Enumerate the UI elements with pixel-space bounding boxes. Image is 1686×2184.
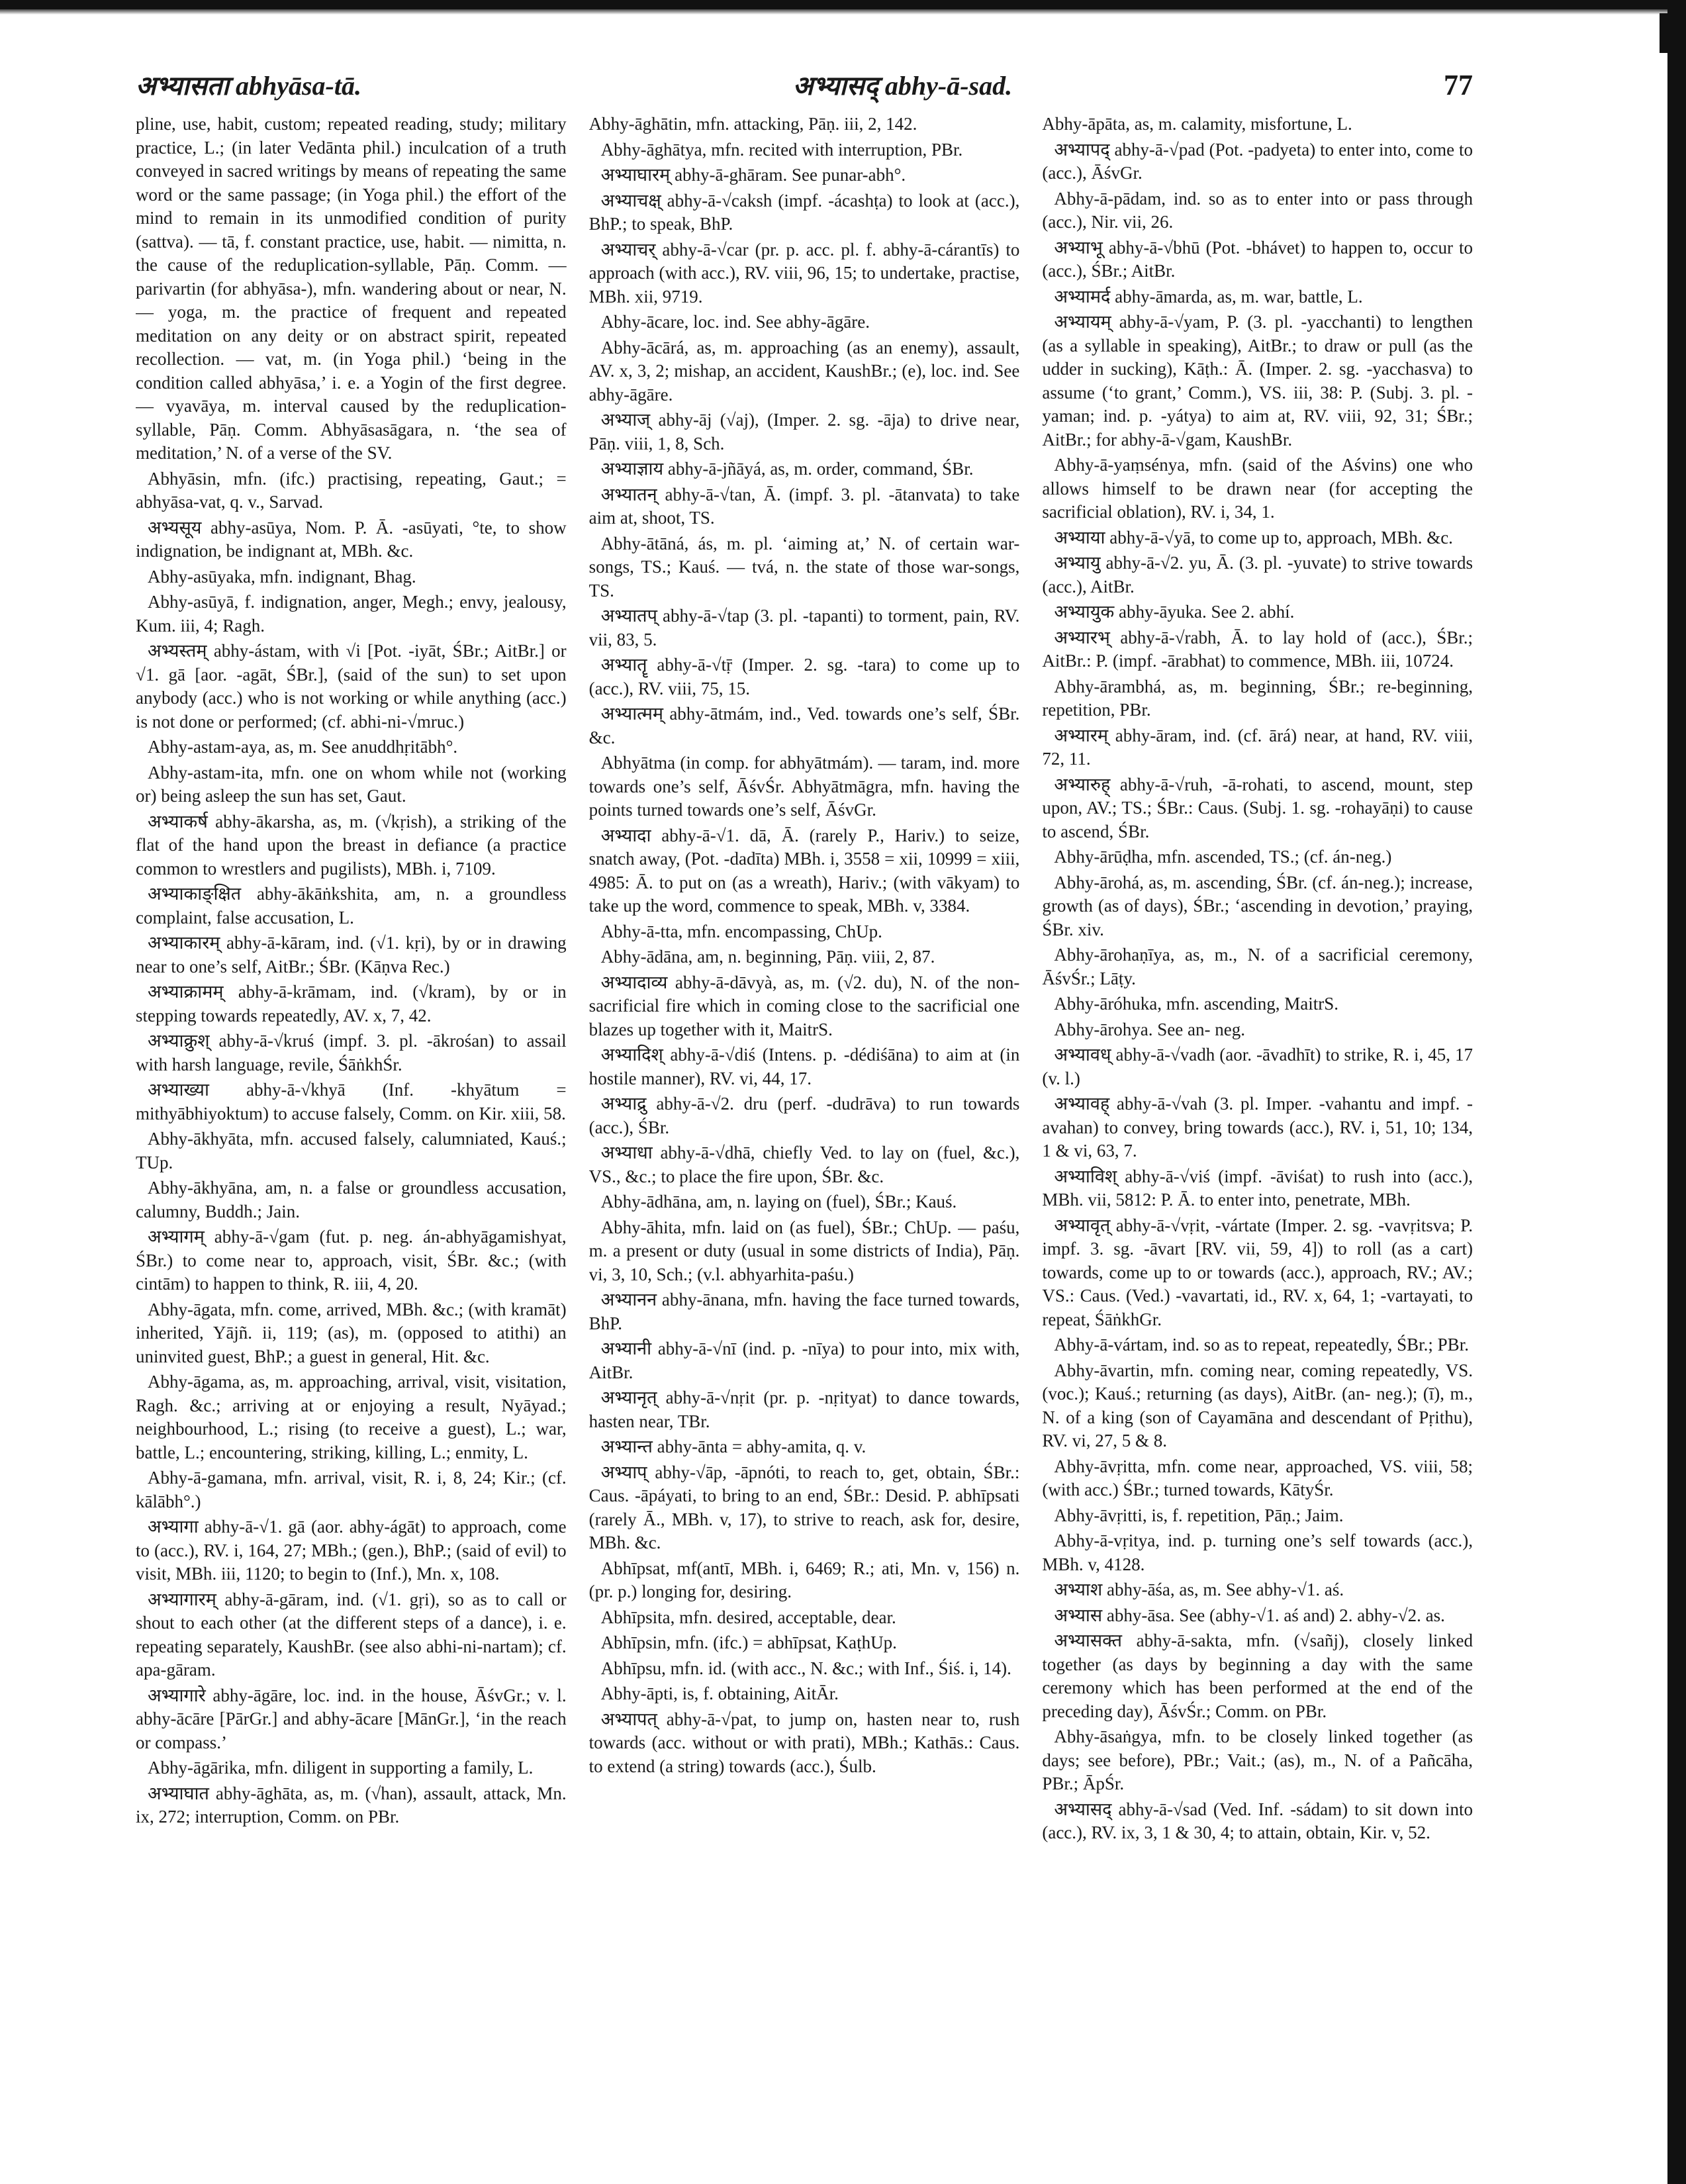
dictionary-entry: Abhy-āsaṅgya, mfn. to be closely linked together (as days; see before), PBr.; Vait.; (as), m., N. of a Pañcāha, PBr.; ĀpŚr. — [1042, 1727, 1474, 1793]
dictionary-entry: अभ्याप् abhy-√āp, -āpnóti, to reach to, get, obtain, ŚBr.: Caus. -āpáyati, to bring to an end, ŚBr.: Desid. P. abhīpsati (rarely Ā., MBh. v, 17), to strive to reach, ask for, desire, MBh. &c. — [588, 1462, 1020, 1552]
dictionary-entry: अभ्याविश् abhy-ā-√viś (impf. -āviśat) to rush into (acc.), MBh. vii, 5812: P. Ā. to enter into, penetrate, MBh. — [1042, 1166, 1474, 1210]
dictionary-entry: Abhy-āgata, mfn. come, arrived, MBh. &c.; (with kramāt) inherited, Yājñ. ii, 119; (as), m. (opposed to atithi) an uninvited guest, BhP.; a guest in general, Hit. &c. — [136, 1299, 567, 1366]
dictionary-entry: Abhīpsu, mfn. id. (with acc., N. &c.; with Inf., Śiś. i, 14). — [600, 1658, 1011, 1678]
dictionary-entry: Abhy-ā-pādam, ind. so as to enter into or pass through (acc.), Nir. vii, 26. — [1042, 188, 1474, 232]
dictionary-entry: अभ्यारम् abhy-āram, ind. (cf. ārá) near, at hand, RV. viii, 72, 11. — [1042, 725, 1474, 769]
dictionary-entry: अभ्यातॄ abhy-ā-√tṝ (Imper. 2. sg. -tara) to come up to (acc.), RV. viii, 75, 15. — [588, 655, 1020, 698]
dictionary-entry: Abhy-ākhyāna, am, n. a false or groundless accusation, calumny, Buddh.; Jain. — [136, 1178, 567, 1221]
dictionary-entry: Abhy-astam-ita, mfn. one on whom while not (working or) being asleep the sun has set, Gaut. — [136, 762, 567, 806]
dictionary-entry: अभ्यागारे abhy-āgāre, loc. ind. in the house, ĀśvGr.; v. l. abhy-ācāre [PārGr.] and abhy-ācare [MānGr.], ‘in the reach or compass.’ — [136, 1685, 567, 1752]
dictionary-entry: Abhyāsin, mfn. (ifc.) practising, repeating, Gaut.; = abhyāsa-vat, q. v., Sarvad. — [136, 468, 567, 512]
dictionary-entry: Abhy-ātāná, ás, m. pl. ‘aiming at,’ N. of certain war-songs, TS.; Kauś. — tvá, n. the state of those war-songs, TS. — [588, 533, 1020, 600]
dictionary-entry: अभ्याधा abhy-ā-√dhā, chiefly Ved. to lay on (fuel, &c.), VS., &c.; to place the fire upon, ŚBr. &c. — [588, 1143, 1020, 1186]
header-left-guideword: अभ्यासता abhyāsa-tā. — [136, 71, 361, 101]
dictionary-entry: Abhy-āpāta, as, m. calamity, misfortune, L. — [1042, 114, 1352, 134]
dictionary-entry: Abhy-āghātin, mfn. attacking, Pāṇ. iii, 2, 142. — [588, 114, 917, 134]
dictionary-entry: अभ्याघात abhy-āghāta, as, m. (√han), assault, attack, Mn. ix, 272; interruption, Comm. on PBr. — [136, 1783, 567, 1827]
dictionary-entry: अभ्याख्या abhy-ā-√khyā (Inf. -khyātum = mithyābhiyoktum) to accuse falsely, Comm. on Kir. xiii, 58. — [136, 1080, 567, 1123]
dictionary-entry: Abhy-āgama, as, m. approaching, arrival, visit, visitation, Ragh. &c.; arriving at or enjoying a result, Nyāyad.; neighbourhood, L.; rising (to receive a guest), L.; war, battle, L.; encountering, striking, killing, L.; enmity, L. — [136, 1372, 567, 1462]
dictionary-entry: Abhy-ādāna, am, n. beginning, Pāṇ. viii, 2, 87. — [600, 947, 935, 967]
dictionary-entry: अभ्यसूय abhy-asūya, Nom. P. Ā. -asūyati, °te, to show indignation, be indignant at, MBh. &c. — [136, 517, 567, 561]
dictionary-entry: अभ्यस्तम् abhy-ástam, with √i [Pot. -iyāt, ŚBr.; AitBr.] or √1. gā [aor. -agāt, ŚBr.], (said of the sun) to set upon anybody (acc.) who is not working or while anything (acc.) is not done or performed; (cf. abhi-ni-√mruc.) — [136, 641, 567, 732]
dictionary-entry: अभ्यादाव्य abhy-ā-dāvyà, as, m. (√2. du), N. of the non-sacrificial fire which in coming close to the sacrificial one blazes up together with it, MaitrS. — [588, 972, 1020, 1039]
dictionary-entry: अभ्याज् abhy-āj (√aj), (Imper. 2. sg. -āja) to drive near, Pāṇ. viii, 1, 8, Sch. — [588, 410, 1020, 453]
dictionary-entry: Abhy-āvṛitta, mfn. come near, approached, VS. viii, 58; (with acc.) ŚBr.; turned towards, KātyŚr. — [1042, 1456, 1474, 1499]
dictionary-entry: Abhy-āpti, is, f. obtaining, AitĀr. — [600, 1684, 839, 1703]
scan-border-notch — [1660, 13, 1667, 53]
dictionary-entry: अभ्यान्त abhy-ānta = abhy-amita, q. v. — [600, 1437, 866, 1456]
dictionary-entry: अभ्यायुक abhy-āyuka. See 2. abhí. — [1054, 602, 1295, 622]
dictionary-entry: अभ्याकर्ष abhy-ākarsha, as, m. (√kṛish), a striking of the flat of the hand upon the breast in defiance (a practice common to wrestlers and pugilists), MBh. i, 7109. — [136, 811, 567, 878]
dictionary-entry: अभ्यासक्त abhy-ā-sakta, mfn. (√sañj), closely linked together (as days by beginning a day with the same ceremony which has been performed at the end of the preceding day), ĀśvŚr.; Comm. on PBr. — [1042, 1631, 1474, 1721]
dictionary-entry: अभ्याक्रुश् abhy-ā-√kruś (impf. 3. pl. -ākrośan) to assail with harsh language, revile, ŚāṅkhŚr. — [136, 1031, 567, 1074]
dictionary-entry: अभ्यापत् abhy-ā-√pat, to jump on, hasten near to, rush towards (acc. without or with prati), MBh.; Kathās.: Caus. to extend (a string) towards (acc.), Śulb. — [588, 1709, 1020, 1776]
dictionary-entry: Abhy-āvṛitti, is, f. repetition, Pāṇ.; Jaim. — [1054, 1505, 1344, 1525]
dictionary-entry: अभ्यावृत् abhy-ā-√vṛit, -vártate (Imper. 2. sg. -vavṛitsva; P. impf. 3. sg. -āvart [RV. vii, 59, 4]) to roll (as a cart) towards, come up to or towards (acc.), approach, RV.; AV.; VS.: Caus. (Ved.) -vavartati, id., RV. x, 64, 1; -vartayati, to repeat, ŚāṅkhGr. — [1042, 1215, 1474, 1329]
dictionary-entry: अभ्याक्रामम् abhy-ā-krāmam, ind. (√kram), by or in stepping towards repeatedly, AV. x, 7, 42. — [136, 982, 567, 1025]
dictionary-entry: Abhy-ācārá, as, m. approaching (as an enemy), assault, AV. x, 3, 2; mishap, an accident, KaushBr.; (e), loc. ind. See abhy-āgāre. — [588, 337, 1020, 404]
dictionary-entry: अभ्यातप् abhy-ā-√tap (3. pl. -tapanti) to torment, pain, RV. vii, 83, 5. — [588, 606, 1020, 649]
dictionary-entry: अभ्यायम् abhy-ā-√yam, P. (3. pl. -yacchanti) to lengthen (as a syllable in speaking), AitBr.; to draw or pull (as the udder in sucking), Kāṭh.: Ā. (Imper. 2. sg. -yacchasva) to assume (‘to grant,’ Comm.), VS. iii, 38: P. (Subj. 3. pl. -yaman; ind. p. -yátya) to aim at, RV. viii, 92, 31; ŚBr.; AitBr.; for abhy-ā-√gam, KaushBr. — [1042, 312, 1474, 450]
dictionary-entry: अभ्याचर् abhy-ā-√car (pr. p. acc. pl. f. abhy-ā-cárantīs) to approach (with acc.), RV. viii, 96, 15; to undertake, practise, MBh. xii, 9719. — [588, 239, 1020, 307]
dictionary-entry: Abhy-āvartin, mfn. coming near, coming repeatedly, VS. (voc.); Kauś.; returning (as days), AitBr. (an- neg.); (ī), m., N. of a king (son of Cayamāna and descendant of Pṛithu), RV. vi, 27, 5 & 8. — [1042, 1360, 1474, 1450]
scan-right-border — [1667, 0, 1686, 2184]
page-header — [136, 66, 1473, 113]
dictionary-entry: अभ्याघारम् abhy-ā-ghāram. See punar-abh°. — [600, 165, 906, 185]
dictionary-entry: अभ्यागम् abhy-ā-√gam (fut. p. neg. án-abhyāgamishyat, ŚBr.) to come near to, approach, visit, ŚBr. &c.; (with cintām) to happen to think, R. iii, 4, 20. — [136, 1227, 567, 1294]
dictionary-entry: Abhy-ārambhá, as, m. beginning, ŚBr.; re-beginning, repetition, PBr. — [1042, 676, 1474, 720]
column-1 — [136, 113, 567, 2132]
column-2 — [589, 113, 1020, 2132]
dictionary-entry: अभ्यात्मम् abhy-ātmám, ind., Ved. towards one’s self, ŚBr. &c. — [588, 704, 1020, 747]
dictionary-entry: अभ्यास abhy-āsa. See (abhy-√1. aś and) 2. abhy-√2. as. — [1054, 1605, 1445, 1625]
dictionary-entry: Abhy-astam-aya, as, m. See anuddhṛitābh°. — [148, 737, 458, 757]
dictionary-entry: Abhy-ādhāna, am, n. laying on (fuel), ŚBr.; Kauś. — [600, 1192, 957, 1211]
dictionary-entry: Abhy-ācare, loc. ind. See abhy-āgāre. — [600, 312, 870, 332]
dictionary-entry: अभ्यागा abhy-ā-√1. gā (aor. abhy-ágāt) to approach, come to (acc.), RV. i, 164, 27; MBh.; (gen.), BhP.; (said of evil) to visit, MBh. iii, 1120; to begin to (Inf.), Mn. x, 108. — [136, 1517, 567, 1584]
dictionary-entry: अभ्याभू abhy-ā-√bhū (Pot. -bhávet) to happen to, occur to (acc.), ŚBr.; AitBr. — [1042, 237, 1474, 281]
dictionary-entry: Abhīpsita, mfn. desired, acceptable, dear. — [600, 1607, 896, 1627]
dictionary-entry: अभ्यावह् abhy-ā-√vah (3. pl. Imper. -vahantu and impf. -avahan) to convey, bring towards (acc.), RV. i, 51, 10; 134, 1 & vi, 63, 7. — [1042, 1094, 1474, 1161]
dictionary-entry: अभ्याया abhy-ā-√yā, to come up to, approach, MBh. &c. — [1054, 527, 1453, 547]
dictionary-entry: Abhy-āhita, mfn. laid on (as fuel), ŚBr.; ChUp. — paśu, m. a present or duty (usual in some districts of India), Pāṇ. vi, 3, 10, Sch.; (v.l. abhyarhita-paśu.) — [588, 1217, 1020, 1284]
dictionary-entry: Abhy-āghātya, mfn. recited with interruption, PBr. — [600, 139, 963, 160]
dictionary-entry: अभ्यातन् abhy-ā-√tan, Ā. (impf. 3. pl. -ātanvata) to take aim at, shoot, TS. — [588, 484, 1020, 528]
dictionary-entry: अभ्यानृत् abhy-ā-√nṛit (pr. p. -nṛityat) to dance towards, hasten near, TBr. — [588, 1388, 1020, 1431]
dictionary-entry: Abhy-ārohá, as, m. ascending, ŚBr. (cf. án-neg.); increase, growth (as of days), ŚBr.; ‘ascending in devotion,’ praying, ŚBr. xiv. — [1042, 872, 1474, 939]
dictionary-entry: अभ्यासद् abhy-ā-√sad (Ved. Inf. -sádam) to sit down into (acc.), RV. ix, 3, 1 & 30, 4; to attain, obtain, Kir. v, 52. — [1042, 1799, 1474, 1842]
dictionary-entry: Abhīpsin, mfn. (ifc.) = abhīpsat, KaṭhUp. — [600, 1633, 897, 1652]
dictionary-entry: अभ्यादिश् abhy-ā-√diś (Intens. p. -dédiśāna) to aim at (in hostile manner), RV. vi, 44, 17. — [588, 1045, 1020, 1088]
dictionary-entry: Abhy-āróhuka, mfn. ascending, MaitrS. — [1054, 994, 1338, 1014]
dictionary-entry: अभ्याकाङ्क्षित abhy-ākāṅkshita, am, n. a groundless complaint, false accusation, L. — [136, 884, 567, 927]
dictionary-entry: अभ्यानी abhy-ā-√nī (ind. p. -nīya) to pour into, mix with, AitBr. — [588, 1339, 1020, 1382]
scan-top-border — [0, 0, 1686, 9]
dictionary-entry: Abhy-ā-vártam, ind. so as to repeat, repeatedly, ŚBr.; PBr. — [1054, 1335, 1469, 1354]
dictionary-entry: Abhīpsat, mf(antī, MBh. i, 6469; R.; ati, Mn. v, 156) n. (pr. p.) longing for, desiring. — [588, 1558, 1020, 1601]
dictionary-entry: अभ्याकारम् abhy-ā-kāram, ind. (√1. kṛi), by or in drawing near to one’s self, AitBr.; ŚBr. (Kāṇva Rec.) — [136, 933, 567, 976]
dictionary-entry: अभ्याज्ञाय abhy-ā-jñāyá, as, m. order, command, ŚBr. — [600, 459, 974, 479]
column-3 — [1042, 113, 1473, 2132]
dictionary-entry: Abhy-ārūḍha, mfn. ascended, TS.; (cf. án-neg.) — [1054, 847, 1392, 867]
dictionary-entry: Abhyātma (in comp. for abhyātmám). — taram, ind. more towards one’s self, ĀśvŚr. Abhyātmāgra, mfn. having the points turned towards one’s self, ĀśvGr. — [588, 753, 1020, 820]
dictionary-entry: अभ्याद्रु abhy-ā-√2. dru (perf. -dudrāva) to run towards (acc.), ŚBr. — [588, 1094, 1020, 1137]
dictionary-entry: अभ्यारभ् abhy-ā-√rabh, Ā. to lay hold of (acc.), ŚBr.; AitBr.: P. (impf. -ārabhat) to commence, MBh. iii, 10724. — [1042, 627, 1474, 671]
dictionary-entry: Abhy-ā-vṛitya, ind. p. turning one’s self towards (acc.), MBh. v, 4128. — [1042, 1531, 1474, 1574]
dictionary-columns — [136, 113, 1473, 2132]
dictionary-entry: pline, use, habit, custom; repeated reading, study; military practice, L.; (in later Vedānta phil.) inculcation of a truth conveyed in sacred writings by means of repeating the same word or the same passage; (in Yoga phil.) the effort of the mind to remain in its unmodified condition of purity (sattva). — tā, f. constant practice, use, habit. — nimitta, n. the cause of the reduplication-syllable, Pāṇ. Comm. — parivartin (for abhyāsa-), mfn. wandering about or near, N. — yoga, m. the practice of frequent and repeated meditation on any deity or on abstract spirit, repeated recollection. — vat, m. (in Yoga phil.) ‘being in the condition called abhyāsa,’ i. e. a Yogin of the first degree. — vyavāya, m. interval caused by the reduplication-syllable, Pāṇ. Comm. Abhyāsasāgara, n. ‘the sea of meditation,’ N. of a verse of the SV. — [136, 114, 567, 463]
dictionary-entry: अभ्यामर्द abhy-āmarda, as, m. war, battle, L. — [1054, 286, 1363, 307]
dictionary-entry: अभ्याचक्ष् abhy-ā-√caksh (impf. -ácashṭa) to look at (acc.), BhP.; to speak, BhP. — [588, 190, 1020, 234]
dictionary-entry: Abhy-ā-tta, mfn. encompassing, ChUp. — [600, 921, 882, 941]
page-number: 77 — [1444, 69, 1473, 101]
dictionary-entry: Abhy-ā-gamana, mfn. arrival, visit, R. i, 8, 24; Kir.; (cf. kālābh°.) — [136, 1468, 567, 1511]
dictionary-entry: Abhy-ārohya. See an- neg. — [1054, 1019, 1245, 1039]
dictionary-entry: Abhy-ākhyāta, mfn. accused falsely, calumniated, Kauś.; TUp. — [136, 1129, 567, 1172]
dictionary-entry: अभ्यायु abhy-ā-√2. yu, Ā. (3. pl. -yuvate) to strive towards (acc.), AitBr. — [1042, 553, 1474, 596]
dictionary-entry: अभ्यागारम् abhy-ā-gāram, ind. (√1. gṛi), so as to call or shout to each other (at the different steps of a dance), i. e. repeating separately, KaushBr. (see also abhi-ni-nartam); cf. apa-gāram. — [136, 1589, 567, 1680]
dictionary-entry: अभ्यारुह् abhy-ā-√ruh, -ā-rohati, to ascend, mount, step upon, AV.; TS.; ŚBr.: Caus. (Subj. 1. sg. -rohayāṇi) to cause to ascend, ŚBr. — [1042, 774, 1474, 841]
header-center-guideword: अभ्यासद् abhy-ā-sad. — [792, 71, 1013, 101]
dictionary-entry: अभ्यानन abhy-ānana, mfn. having the face turned towards, BhP. — [588, 1290, 1020, 1333]
dictionary-entry: अभ्यापद् abhy-ā-√pad (Pot. -padyeta) to enter into, come to (acc.), ĀśvGr. — [1042, 139, 1474, 183]
dictionary-entry: Abhy-ārohaṇīya, as, m., N. of a sacrificial ceremony, ĀśvŚr.; Lāṭy. — [1042, 945, 1474, 988]
dictionary-entry: अभ्यावध् abhy-ā-√vadh (aor. -āvadhīt) to strike, R. i, 45, 17 (v. l.) — [1042, 1045, 1474, 1088]
dictionary-entry: Abhy-ā-yaṃsénya, mfn. (said of the Aśvins) one who allows himself to be drawn near (for accepting the sacrificial oblation), RV. i, 34, 1. — [1042, 455, 1474, 522]
dictionary-entry: Abhy-asūyā, f. indignation, anger, Megh.; envy, jealousy, Kum. iii, 4; Ragh. — [136, 592, 567, 636]
dictionary-entry: अभ्यादा abhy-ā-√1. dā, Ā. (rarely P., Hariv.) to seize, snatch away, (Pot. -dadīta) MBh. i, 3558 = xii, 10999 = xiii, 4985: Ā. to put on (as a wreath), Hariv.; (with vākyam) to take up the word, commence to speak, MBh. v, 3384. — [588, 825, 1020, 916]
dictionary-entry: अभ्याश abhy-āśa, as, m. See abhy-√1. aś. — [1054, 1580, 1344, 1599]
dictionary-entry: Abhy-āgārika, mfn. diligent in supporting a family, L. — [148, 1758, 534, 1778]
dictionary-entry: Abhy-asūyaka, mfn. indignant, Bhag. — [148, 566, 416, 587]
